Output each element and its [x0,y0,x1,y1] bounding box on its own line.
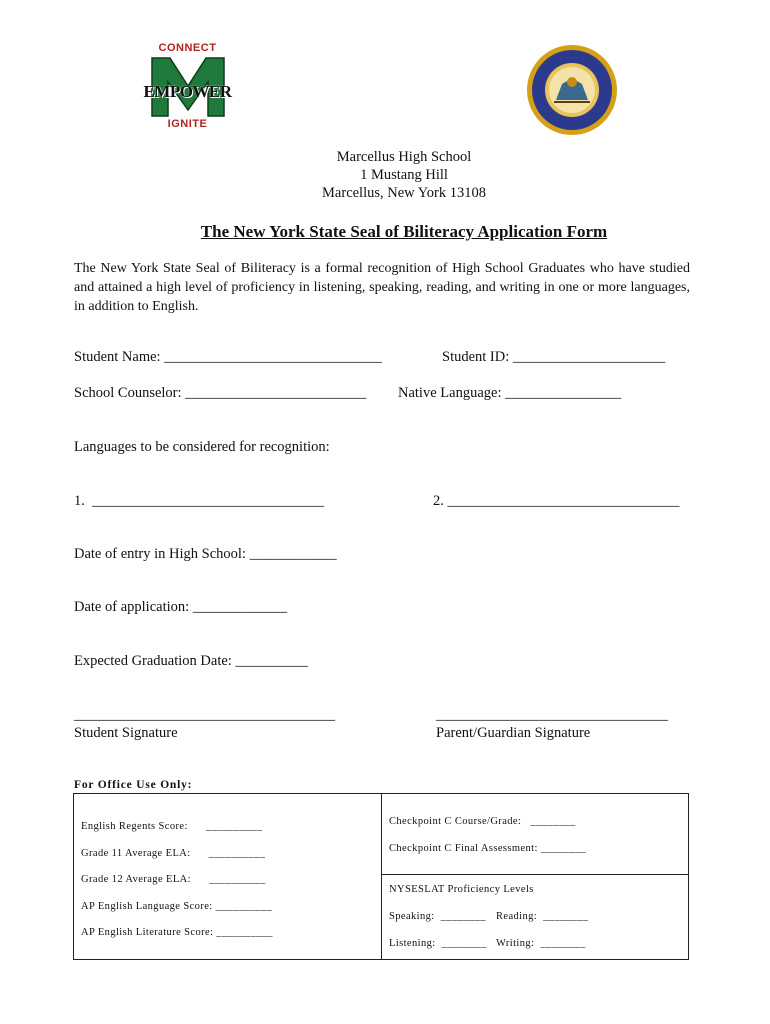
school-name: Marcellus High School [336,149,472,165]
parent-signature-line[interactable]: ________________________________ [436,707,668,723]
date-application-field[interactable]: Date of application: _____________ [74,599,288,615]
writing-field[interactable]: Writing: ________ [496,938,586,949]
logo-top-text: CONNECT [158,42,217,54]
grade12-ela-field[interactable]: Grade 12 Average ELA: __________ [81,874,266,885]
student-name-field[interactable]: Student Name: ______________________________ [74,349,382,365]
student-signature-line[interactable]: ____________________________________ [74,707,335,723]
reading-field[interactable]: Reading: ________ [496,911,589,922]
parent-signature-label: Parent/Guardian Signature [436,725,591,741]
school-logo [140,42,235,130]
form-title: The New York State Seal of Biliteracy Application Form [200,222,608,241]
grade11-ela-field[interactable]: Grade 11 Average ELA: __________ [81,848,266,859]
native-language-field[interactable]: Native Language: ________________ [398,385,622,401]
office-divider-vertical [381,793,382,960]
language-1-field[interactable]: 1. ________________________________ [74,493,325,509]
biliteracy-seal [526,44,618,136]
office-use-label: For Office Use Only: [74,779,193,791]
languages-heading: Languages to be considered for recognition: [74,439,330,455]
graduation-date-field[interactable]: Expected Graduation Date: __________ [74,653,308,669]
school-street: 1 Mustang Hill [360,167,448,183]
seal-emblem-icon [526,44,618,136]
checkpoint-course-field[interactable]: Checkpoint C Course/Grade: ________ [389,816,576,827]
student-signature-label: Student Signature [74,725,178,741]
school-counselor-field[interactable]: School Counselor: _________________________ [74,385,367,401]
english-regents-field[interactable]: English Regents Score: __________ [81,821,263,832]
ap-english-literature-field[interactable]: AP English Literature Score: __________ [81,927,273,938]
office-divider-horizontal [381,874,689,875]
logo-bottom-text: IGNITE [167,118,208,130]
ap-english-language-field[interactable]: AP English Language Score: __________ [81,901,273,912]
logo-middle-text: EMPOWER [143,82,232,101]
nyseslat-heading: NYSESLAT Proficiency Levels [389,884,534,895]
school-city: Marcellus, New York 13108 [322,185,486,201]
speaking-field[interactable]: Speaking: ________ [389,911,486,922]
listening-field[interactable]: Listening: ________ [389,938,487,949]
language-2-field[interactable]: 2. ________________________________ [433,493,680,509]
intro-paragraph: The New York State Seal of Biliteracy is a formal recognition of High School Graduates who have studied and attained a high level of proficiency in listening, speaking, reading, and writing in one or more languages, in addition to English. [74,261,690,314]
date-entry-field[interactable]: Date of entry in High School: ____________ [74,546,337,562]
student-id-field[interactable]: Student ID: _____________________ [442,349,666,365]
checkpoint-assessment-field[interactable]: Checkpoint C Final Assessment: ________ [389,843,587,854]
